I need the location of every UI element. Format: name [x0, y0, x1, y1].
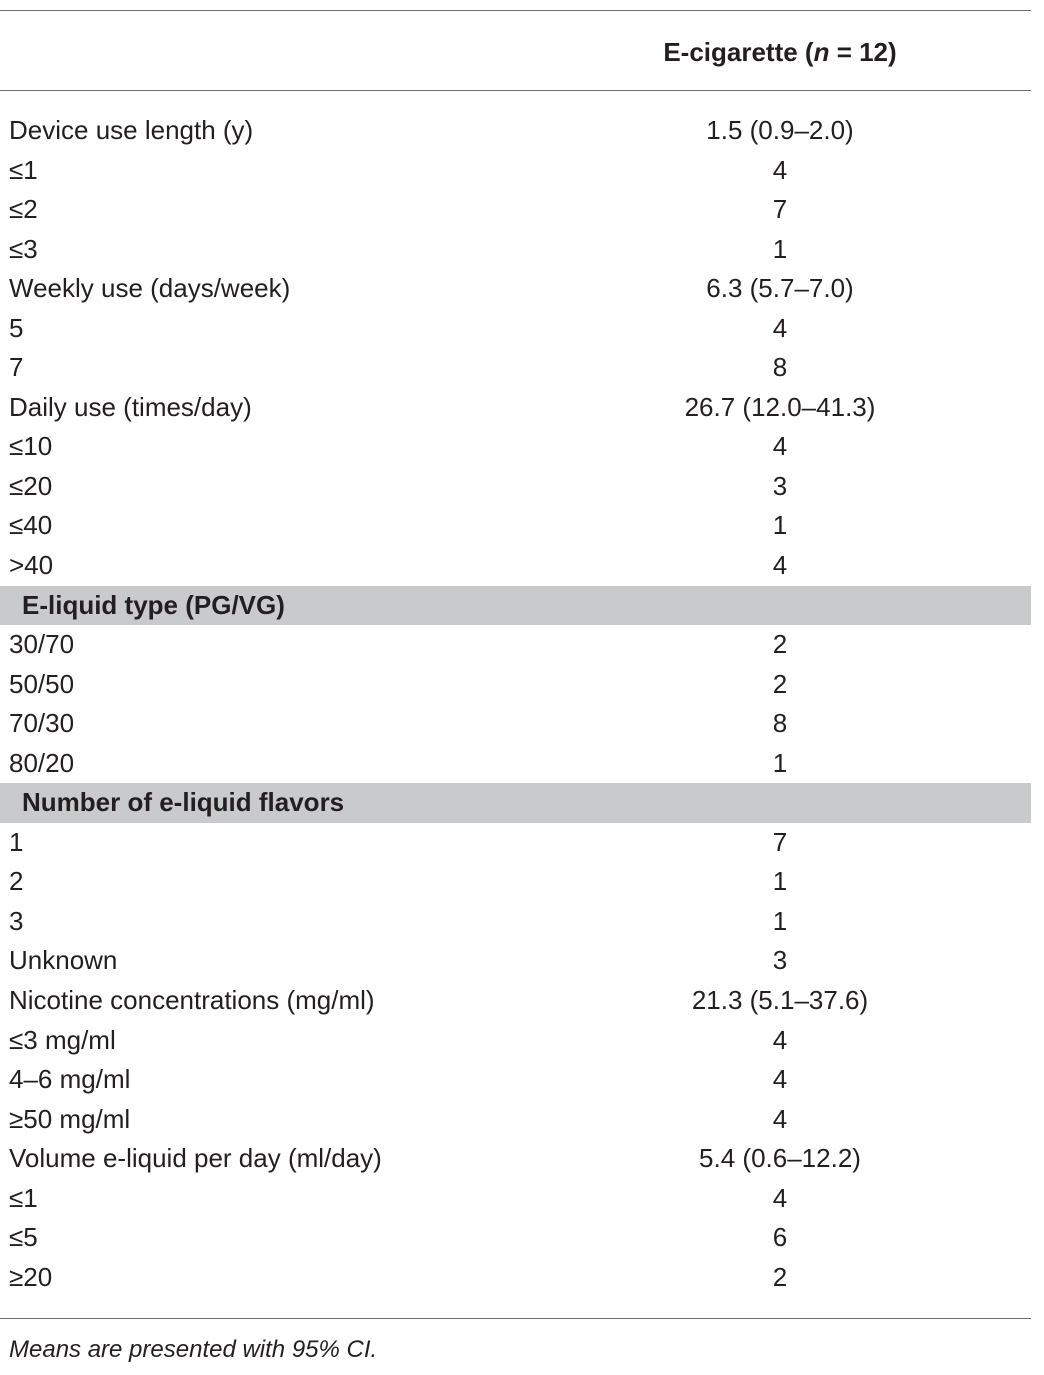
table-row: [0, 388, 1031, 428]
row-value: 7: [772, 194, 788, 225]
row-label: E-liquid type (PG/VG): [22, 589, 285, 620]
row-label: 50/50: [9, 668, 75, 699]
row-label: 70/30: [9, 708, 75, 739]
row-label: ≤40: [9, 510, 53, 541]
table-row: [0, 981, 1031, 1021]
row-label: ≤1: [9, 154, 38, 185]
table-header-rule: [0, 90, 1031, 91]
row-value: 7: [772, 826, 788, 857]
table-row: [0, 744, 1031, 784]
row-value: 1: [772, 510, 788, 541]
table-row: [0, 427, 1031, 467]
table-row: [0, 823, 1031, 863]
table-row: [0, 309, 1031, 349]
row-label: 7: [9, 352, 24, 383]
row-label: Number of e-liquid flavors: [22, 787, 345, 818]
table-row: [0, 546, 1031, 586]
table-row: [0, 506, 1031, 546]
row-label: ≥50 mg/ml: [9, 1103, 131, 1134]
row-label: ≤20: [9, 470, 53, 501]
row-value: 4: [772, 1024, 788, 1055]
row-label: 2: [9, 866, 24, 897]
column-header-prefix: E-cigarette (: [663, 37, 814, 67]
table-row: [0, 348, 1031, 388]
row-value: 4: [772, 312, 788, 343]
table-section-header: [0, 586, 1031, 626]
table-row: [0, 1139, 1031, 1179]
row-value: 4: [772, 550, 788, 581]
row-value: 26.7 (12.0–41.3): [684, 391, 876, 422]
row-label: 4–6 mg/ml: [9, 1064, 131, 1095]
table-top-rule: [0, 10, 1031, 11]
row-label: Weekly use (days/week): [9, 273, 291, 304]
row-value: 6.3 (5.7–7.0): [706, 273, 854, 304]
row-label: ≤10: [9, 431, 53, 462]
table-row: [0, 190, 1031, 230]
table-row: [0, 467, 1031, 507]
row-value: 5.4 (0.6–12.2): [699, 1143, 861, 1174]
row-label: Device use length (y): [9, 115, 254, 145]
row-value: 1: [772, 905, 788, 936]
row-label: ≤1: [9, 1182, 38, 1213]
table-body: [0, 111, 1031, 1297]
row-value: 1: [772, 747, 788, 778]
table-row: [0, 269, 1031, 309]
row-value: 4: [772, 154, 788, 185]
table-row: [0, 941, 1031, 981]
row-value: 4: [772, 1103, 788, 1134]
row-label: ≤5: [9, 1222, 38, 1253]
row-label: 1: [9, 826, 24, 857]
table-row: [0, 1100, 1031, 1140]
row-value: 3: [772, 470, 788, 501]
row-label: Nicotine concentrations (mg/ml): [9, 985, 375, 1016]
row-value: 8: [772, 352, 788, 383]
table-footnote: Means are presented with 95% CI.: [9, 1336, 378, 1363]
row-label: ≤3: [9, 233, 38, 264]
row-value: 8: [772, 708, 788, 739]
table-row: [0, 111, 1031, 151]
row-value: 4: [772, 1064, 788, 1095]
row-label: 5: [9, 312, 24, 343]
row-label: Daily use (times/day): [9, 391, 252, 422]
row-value: 1: [772, 233, 788, 264]
row-value: 4: [772, 1182, 788, 1213]
table-row: [0, 1021, 1031, 1061]
table-row: [0, 230, 1031, 270]
table-row: [0, 704, 1031, 744]
row-value: 6: [772, 1222, 788, 1253]
row-value: 1.5 (0.9–2.0): [706, 115, 854, 145]
row-value: 1: [772, 866, 788, 897]
row-label: ≤2: [9, 194, 38, 225]
row-value: 21.3 (5.1–37.6): [691, 985, 869, 1016]
row-value: 2: [772, 668, 788, 699]
row-label: >40: [9, 550, 54, 581]
row-value: 3: [772, 945, 788, 976]
row-label: Unknown: [9, 945, 118, 976]
row-label: ≥20: [9, 1261, 53, 1292]
table-header-row: [0, 30, 1031, 74]
row-value: 4: [772, 431, 788, 462]
table-row: [0, 1179, 1031, 1219]
row-label: 80/20: [9, 747, 75, 778]
table-row: [0, 151, 1031, 191]
row-label: ≤3 mg/ml: [9, 1024, 116, 1055]
row-value: 2: [772, 1261, 788, 1292]
table-bottom-rule: [0, 1318, 1031, 1319]
table-row: [0, 665, 1031, 705]
row-label: 3: [9, 905, 24, 936]
table-row: [0, 1060, 1031, 1100]
column-header-suffix: = 12): [829, 37, 897, 67]
column-header-n: n: [813, 37, 830, 67]
row-label: Volume e-liquid per day (ml/day): [9, 1143, 382, 1174]
table-row: [0, 1218, 1031, 1258]
row-value: 2: [772, 629, 788, 660]
table-row: [0, 625, 1031, 665]
table-row: [0, 902, 1031, 942]
column-header-e-cigarette: [580, 30, 980, 74]
table-row: [0, 1258, 1031, 1298]
row-label: 30/70: [9, 629, 75, 660]
table-row: [0, 862, 1031, 902]
table-section-header: [0, 783, 1031, 823]
